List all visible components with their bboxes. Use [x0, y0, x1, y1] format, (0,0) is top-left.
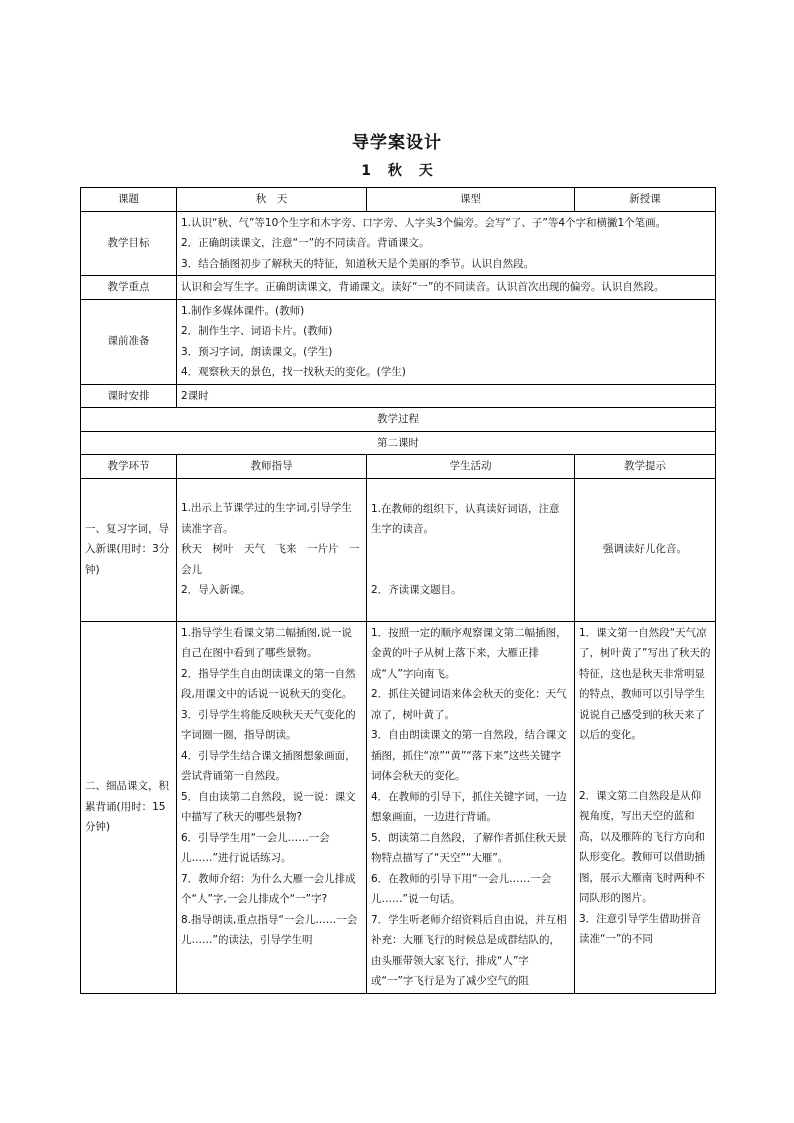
column-header: 教学提示 — [575, 455, 716, 479]
column-header-row — [81, 455, 716, 479]
schedule-label: 课时安排 — [81, 384, 177, 408]
section2-tips — [575, 621, 716, 993]
section2-teacher — [177, 621, 367, 993]
topic-label: 课题 — [81, 188, 177, 212]
column-header: 教学环节 — [81, 455, 177, 479]
goals-content — [177, 211, 716, 276]
column-header: 学生活动 — [367, 455, 575, 479]
prep-content — [177, 299, 716, 384]
section1-stage: 一、复习字词，导入新课(用时：3分钟) — [81, 478, 177, 621]
topic-value: 秋 天 — [177, 188, 367, 212]
teacher-step: 1.指导学生看课文第二幅插图,说一说自己在图中看到了哪些景物。 — [181, 626, 352, 659]
teacher-step: 2．导入新课。 — [181, 584, 251, 597]
student-step: 6．在教师的引导下用“一会儿……一会儿……”说一句话。 — [371, 872, 552, 905]
lesson-number: 1 — [361, 163, 371, 179]
teacher-step: 3．引导学生将能反映秋天天气变化的字词圈一圈，指导朗读。 — [181, 708, 356, 741]
teacher-step: 4．引导学生结合课文插图想象画面，尝试背诵第一自然段。 — [181, 749, 356, 782]
goal-item: 1.认识“秋、气”等10个生字和木字旁、口字旁、人字头3个偏旁。会写“了、子”等4个字和横撇1个笔画。 — [181, 216, 667, 229]
schedule-value: 2课时 — [177, 384, 716, 408]
lesson-title — [0, 160, 794, 180]
student-step: 4．在教师的引导下，抓住关键字词，一边想象画面，一边进行背诵。 — [371, 790, 567, 823]
teacher-step: 7．教师介绍：为什么大雁一会儿排成个“人”字,一会儿排成个“一”字? — [181, 872, 356, 905]
prep-item: 4．观察秋天的景色，找一找秋天的变化。(学生) — [181, 366, 406, 378]
prep-row — [81, 299, 716, 384]
teacher-step: 6．引导学生用“一会儿……一会儿……”进行说话练习。 — [181, 831, 330, 864]
prep-item: 2．制作生字、词语卡片。(教师) — [181, 325, 333, 337]
lesson-name-b: 天 — [418, 163, 433, 179]
process-title-row — [81, 408, 716, 432]
column-header: 教师指导 — [177, 455, 367, 479]
student-step: 1．按照一定的顺序观察课文第二幅插图，金黄的叶子从树上落下来，大雁正排成“人”字向南飞。 — [371, 626, 567, 680]
teacher-step: 5．自由读第二自然段，说一说：课文中描写了秋天的哪些景物? — [181, 790, 356, 823]
section1-student — [367, 478, 575, 621]
section1-tip: 强调读好儿化音。 — [575, 478, 716, 621]
prep-item: 1.制作多媒体课件。(教师) — [181, 304, 305, 317]
goals-label: 教学目标 — [81, 211, 177, 276]
focus-label: 教学重点 — [81, 276, 177, 300]
student-step: 7．学生听老师介绍资料后自由说，并互相补充：大雁飞行的时候总是成群结队的，由头雁带领大家飞行，排成“人”字或“一”字飞行是为了减少空气的阻 — [371, 913, 567, 987]
focus-row — [81, 276, 716, 300]
section2-row — [81, 621, 716, 993]
lesson-name-a: 秋 — [387, 163, 402, 179]
teacher-step: 8.指导朗读,重点指导“一会儿……一会儿……”的读法，引导学生明 — [181, 913, 358, 946]
teacher-step: 1.出示上节课学过的生字词,引导学生读准字音。 — [181, 502, 352, 535]
process-title: 教学过程 — [81, 408, 716, 432]
lesson-plan-table — [80, 187, 716, 994]
student-step: 2．抓住关键词语来体会秋天的变化：天气凉了，树叶黄了。 — [371, 688, 567, 721]
period-title-row — [81, 431, 716, 455]
section2-stage: 二、细品课文，积累背诵(用时：15分钟) — [81, 621, 177, 993]
period-title: 第二课时 — [81, 431, 716, 455]
focus-content: 认识和会写生字。正确朗读课文，背诵课文。读好“一”的不同读音。认识首次出现的偏旁。认识自然段。 — [177, 276, 716, 300]
student-step: 3．自由朗读课文的第一自然段，结合课文插图，抓住“凉”“黄”“落下来”这些关键字词体会秋天的变化。 — [371, 729, 567, 782]
schedule-row — [81, 384, 716, 408]
goal-item: 3．结合插图初步了解秋天的特征，知道秋天是个美丽的季节。认识自然段。 — [181, 257, 535, 270]
tip-item: 3．注意引导学生借助拼音读准“一”的不同 — [579, 912, 702, 945]
type-label: 课型 — [367, 188, 575, 212]
prep-label: 课前准备 — [81, 299, 177, 384]
page-title: 导学案设计 — [352, 133, 442, 153]
teacher-step: 秋天 树叶 天气 飞来 一片片 一会儿 — [181, 543, 360, 576]
student-step: 1.在教师的组织下，认真读好词语，注意生字的读音。 — [371, 502, 560, 536]
section1-row — [81, 478, 716, 621]
type-value: 新授课 — [575, 188, 716, 212]
goal-item: 2．正确朗读课文，注意“一”的不同读音。背诵课文。 — [181, 237, 430, 249]
goals-row — [81, 211, 716, 276]
prep-item: 3．预习字词，朗读课文。(学生) — [181, 345, 333, 358]
student-step: 5．朗读第二自然段，了解作者抓住秋天景物特点描写了“天空”“大雁”。 — [371, 831, 567, 864]
student-step: 2．齐读课文题目。 — [371, 583, 462, 596]
teacher-step: 2．指导学生自由朗读课文的第一自然段,用课文中的话说一说秋天的变化。 — [181, 667, 356, 700]
section1-teacher — [177, 478, 367, 621]
section2-student — [367, 621, 575, 993]
info-row — [81, 188, 716, 212]
tip-item: 2．课文第二自然段是从仰视角度，写出天空的蓝和高，以及雁阵的飞行方向和队形变化。教师可以借助插图，展示大雁南飞时两种不同队形的图片。 — [579, 789, 705, 904]
tip-item: 1．课文第一自然段“天气凉了，树叶黄了”写出了秋天的特征，这也是秋天非常明显的特点，教师可以引导学生说说自己感受到的秋天来了以后的变化。 — [579, 626, 711, 741]
